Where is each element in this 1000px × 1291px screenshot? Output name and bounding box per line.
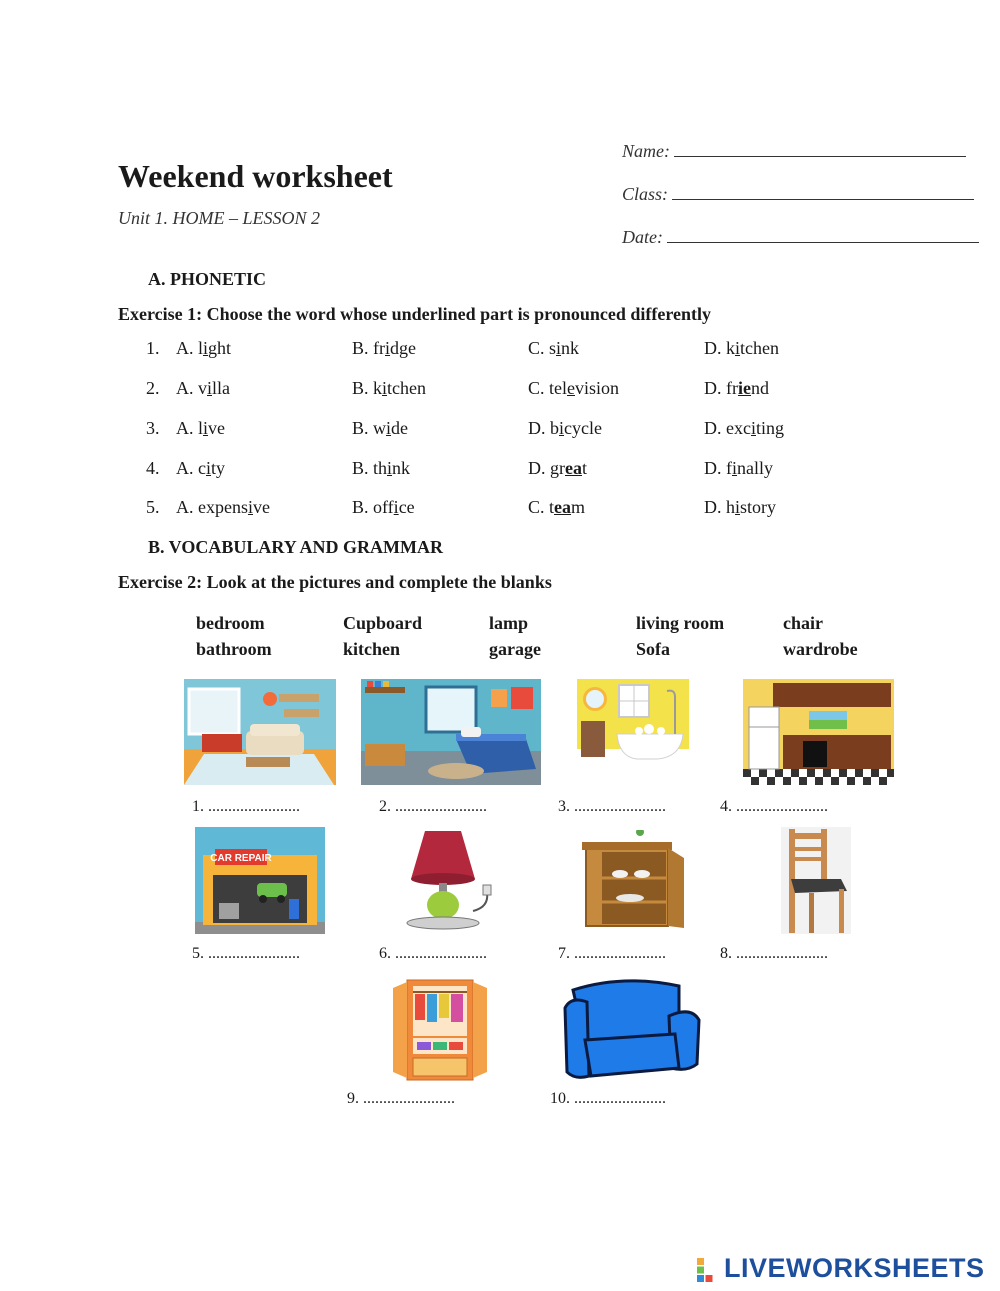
option-text-before: D. f bbox=[704, 458, 732, 478]
option-underlined-part: i bbox=[387, 458, 393, 478]
answer-blank-3[interactable]: 3. ....................... bbox=[558, 798, 666, 815]
answer-blank-10[interactable]: 10. ....................... bbox=[550, 1090, 666, 1107]
question-option[interactable] bbox=[352, 418, 408, 439]
question-option[interactable] bbox=[704, 458, 773, 479]
option-underlined-part: i bbox=[750, 418, 756, 438]
page-title: Weekend worksheet bbox=[118, 158, 393, 194]
option-text-before: D. k bbox=[704, 338, 735, 358]
section-a-heading: A. PHONETIC bbox=[148, 269, 267, 289]
kitchen-picture bbox=[743, 679, 894, 785]
option-text-after: m bbox=[571, 497, 586, 517]
date-input-line[interactable] bbox=[667, 226, 979, 243]
sofa-picture bbox=[563, 976, 701, 1082]
cupboard-picture bbox=[582, 830, 686, 932]
answer-blank-2[interactable]: 2. ....................... bbox=[379, 798, 487, 815]
option-text-after: lla bbox=[212, 378, 231, 398]
exercise-2-title: Exercise 2: Look at the pictures and complete the blanks bbox=[118, 572, 552, 592]
option-text-after: story bbox=[740, 497, 777, 517]
option-text-after: nally bbox=[737, 458, 774, 478]
question-option[interactable] bbox=[352, 338, 416, 359]
option-underlined-part: i bbox=[207, 378, 213, 398]
question-number: 4. bbox=[146, 458, 160, 478]
page-subtitle: Unit 1. HOME – LESSON 2 bbox=[118, 208, 320, 228]
option-text-after: ght bbox=[208, 338, 232, 358]
liveworksheets-logo-icon bbox=[697, 1258, 721, 1282]
word-bank-item: Sofa bbox=[636, 639, 671, 659]
option-text-before: A. l bbox=[176, 338, 203, 358]
option-underlined-part: i bbox=[559, 418, 565, 438]
answer-blank-9[interactable]: 9. ....................... bbox=[347, 1090, 455, 1107]
word-bank-item: Cupboard bbox=[343, 613, 423, 633]
question-option[interactable] bbox=[176, 418, 225, 439]
answer-blank-6[interactable]: 6. ....................... bbox=[379, 945, 487, 962]
question-option[interactable] bbox=[528, 458, 587, 479]
question-number: 2. bbox=[146, 378, 160, 398]
garage-picture bbox=[195, 827, 325, 934]
option-text-before: D. exc bbox=[704, 418, 751, 438]
option-text-after: tchen bbox=[740, 338, 779, 358]
bathroom-picture bbox=[577, 679, 689, 767]
option-text-before: A. expens bbox=[176, 497, 248, 517]
question-number: 5. bbox=[146, 497, 160, 517]
option-text-after: dge bbox=[390, 338, 417, 358]
question-option[interactable] bbox=[352, 497, 415, 518]
question-option[interactable] bbox=[704, 418, 784, 439]
word-bank-item: living room bbox=[636, 613, 725, 633]
name-input-line[interactable] bbox=[674, 140, 966, 157]
option-text-after: de bbox=[391, 418, 409, 438]
question-option[interactable] bbox=[528, 378, 619, 399]
option-text-before: A. v bbox=[176, 378, 207, 398]
option-text-after: t bbox=[582, 458, 588, 478]
option-text-before: A. l bbox=[176, 418, 203, 438]
answer-blank-4[interactable]: 4. ....................... bbox=[720, 798, 828, 815]
question-option[interactable] bbox=[176, 338, 231, 359]
option-underlined-part: i bbox=[732, 458, 738, 478]
option-text-after: nd bbox=[751, 378, 769, 398]
option-text-after: nk bbox=[561, 338, 580, 358]
option-text-before: B. w bbox=[352, 418, 387, 438]
option-underlined-part: i bbox=[735, 497, 741, 517]
option-text-before: B. th bbox=[352, 458, 388, 478]
name-field bbox=[622, 140, 966, 162]
question-number: 3. bbox=[146, 418, 160, 438]
option-text-before: C. t bbox=[528, 497, 555, 517]
option-underlined-part: i bbox=[556, 338, 562, 358]
option-underlined-part: i bbox=[382, 378, 388, 398]
option-text-after: tchen bbox=[387, 378, 427, 398]
question-option[interactable] bbox=[704, 378, 769, 399]
section-b-heading: B. VOCABULARY AND GRAMMAR bbox=[148, 537, 444, 557]
date-label: Date: bbox=[622, 227, 663, 247]
question-option[interactable] bbox=[352, 458, 410, 479]
question-option[interactable] bbox=[352, 378, 426, 399]
question-option[interactable] bbox=[704, 497, 776, 518]
option-text-after: ve bbox=[253, 497, 270, 517]
exercise-1-title: Exercise 1: Choose the word whose underlined part is pronounced differently bbox=[118, 304, 712, 324]
option-text-after: ty bbox=[211, 458, 226, 478]
wardrobe-picture bbox=[393, 978, 487, 1082]
question-option[interactable] bbox=[176, 458, 225, 479]
word-bank-item: wardrobe bbox=[783, 639, 858, 659]
word-bank-item: kitchen bbox=[343, 639, 401, 659]
lamp-picture bbox=[403, 827, 493, 930]
class-field bbox=[622, 183, 974, 205]
option-underlined-part: i bbox=[386, 418, 392, 438]
option-underlined-part: ea bbox=[565, 458, 582, 478]
option-underlined-part: i bbox=[203, 418, 209, 438]
option-underlined-part: i bbox=[735, 338, 741, 358]
option-text-before: D. fr bbox=[704, 378, 738, 398]
date-field bbox=[622, 226, 979, 248]
word-bank-item: chair bbox=[783, 613, 823, 633]
question-option[interactable] bbox=[176, 497, 270, 518]
class-label: Class: bbox=[622, 184, 669, 204]
option-text-before: D. gr bbox=[528, 458, 565, 478]
word-bank-item: bedroom bbox=[196, 613, 265, 633]
option-underlined-part: i bbox=[247, 497, 253, 517]
option-text-before: B. off bbox=[352, 497, 394, 517]
option-underlined-part: i bbox=[206, 458, 212, 478]
answer-blank-5[interactable]: 5. ....................... bbox=[192, 945, 300, 962]
answer-blank-1[interactable]: 1. ....................... bbox=[192, 798, 300, 815]
option-text-after: vision bbox=[575, 378, 620, 398]
answer-blank-7[interactable]: 7. ....................... bbox=[558, 945, 666, 962]
question-option[interactable] bbox=[528, 497, 585, 518]
question-option[interactable] bbox=[704, 338, 779, 359]
option-underlined-part: i bbox=[203, 338, 209, 358]
car-repair-sign: CAR REPAIR bbox=[210, 853, 272, 864]
liveworksheets-logo-text: LIVEWORKSHEETS bbox=[724, 1253, 985, 1283]
option-text-before: C. tel bbox=[528, 378, 567, 398]
question-number: 1. bbox=[146, 338, 160, 358]
option-text-after: ce bbox=[398, 497, 415, 517]
name-label: Name: bbox=[622, 141, 670, 161]
option-underlined-part: i bbox=[393, 497, 399, 517]
option-text-before: D. b bbox=[528, 418, 559, 438]
chair-picture bbox=[781, 827, 851, 934]
option-text-before: B. k bbox=[352, 378, 383, 398]
option-text-before: A. c bbox=[176, 458, 206, 478]
option-text-before: D. h bbox=[704, 497, 735, 517]
word-bank-item: garage bbox=[489, 639, 541, 659]
question-option[interactable] bbox=[528, 418, 602, 439]
question-option[interactable] bbox=[176, 378, 230, 399]
option-underlined-part: i bbox=[385, 338, 391, 358]
question-option[interactable] bbox=[528, 338, 579, 359]
living-room-picture bbox=[184, 679, 336, 785]
option-text-after: cycle bbox=[564, 418, 602, 438]
option-underlined-part: e bbox=[567, 378, 575, 398]
option-text-after: ve bbox=[208, 418, 226, 438]
option-text-before: B. fr bbox=[352, 338, 385, 358]
word-bank-item: bathroom bbox=[196, 639, 272, 659]
option-text-before: C. s bbox=[528, 338, 557, 358]
answer-blank-8[interactable]: 8. ....................... bbox=[720, 945, 828, 962]
option-text-after: ting bbox=[756, 418, 785, 438]
word-bank-item: lamp bbox=[489, 613, 529, 633]
bedroom-picture bbox=[361, 679, 541, 785]
option-underlined-part: ie bbox=[738, 378, 751, 398]
option-underlined-part: ea bbox=[554, 497, 572, 517]
class-input-line[interactable] bbox=[672, 183, 974, 200]
option-text-after: nk bbox=[392, 458, 411, 478]
